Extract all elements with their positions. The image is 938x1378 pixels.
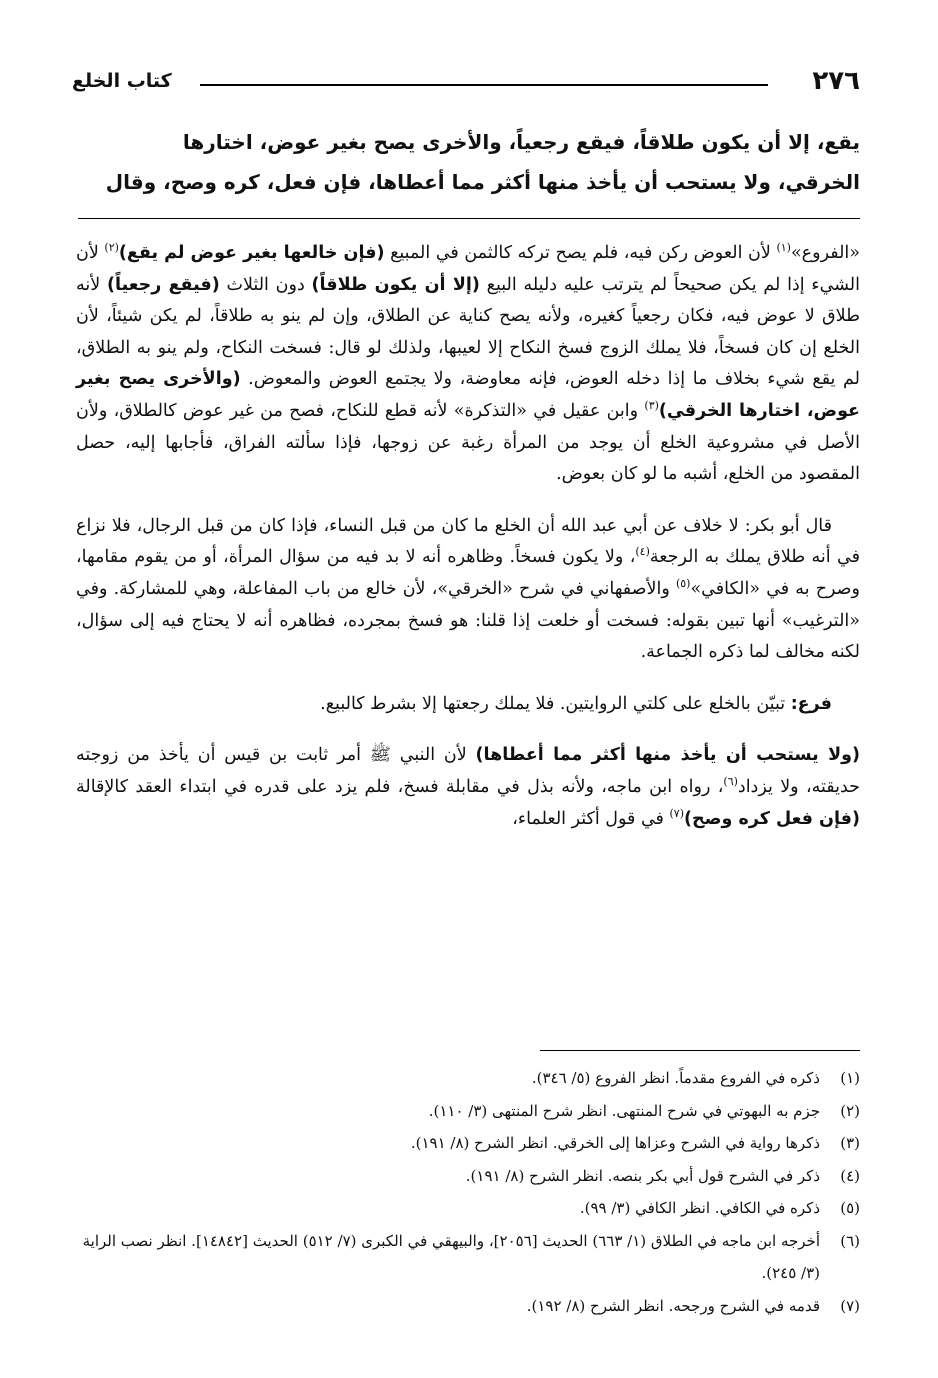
commentary-paragraph — [76, 511, 860, 669]
footnote-ref: (١) — [776, 241, 791, 255]
footnote-text: أخرجه ابن ماجه في الطلاق (١/ ٦٦٣) الحديث [٢٠٥٦]، والبيهقي في الكبرى (٧/ ٥١٢) الحديث [١٤٨٤٢]. انظر نصب الراية (٣/ ٢٤٥). — [82, 1231, 820, 1282]
footnotes — [76, 1062, 860, 1322]
matn-quote: (فإن فعل كره وصح) — [684, 808, 860, 829]
footnote-ref: (٦) — [723, 775, 738, 789]
commentary-text: لأن العوض ركن فيه، فلم يصح تركه كالثمن في المبيع — [384, 243, 777, 263]
footnote-rule — [540, 1050, 860, 1051]
commentary-paragraph — [76, 740, 860, 835]
page-number: ٢٧٦ — [812, 66, 860, 96]
footnote — [76, 1192, 860, 1225]
commentary-text: في قول أكثر العلماء، — [512, 808, 670, 829]
matn-quote: (إلا أن يكون طلاقاً) — [311, 274, 480, 295]
commentary-text: ، ولا يكون فسخاً. وظاهره أنه لا بد فيه من سؤال المرأة، أو من يقوم مقامها، وصرح به في «الكافي» — [76, 547, 860, 599]
footnote — [76, 1160, 860, 1193]
commentary-text: لأن الشيء إذا لم يكن صحيحاً لم يترتب عليه دليله البيع — [76, 243, 860, 295]
footnote-ref: (٥) — [675, 577, 691, 591]
matn-quote: (والأخرى يصح بغير عوض، اختارها الخرقي) — [76, 369, 861, 421]
footnote-number: (٥) — [840, 1199, 860, 1217]
commentary-text: لأنه طلاق لا عوض فيه، فكان رجعياً كغيره، ولأنه يصح كناية عن الطلاق، وإن لم ينو به طلاقاً، لم يكن شيئاً، لأن الخلع إن كان فسخاً، فلا يملك الزوج فسخ النكاح إلا لعيبها، ولذلك لو قال: فسخت النكاح، ولم ينو به الطلاق، لم يقع شيء بخلاف ما إذا دخله العوض، فإنه معاوضة، ولا يجتمع العوض والمعوض. — [76, 274, 860, 390]
page-header — [72, 66, 860, 100]
commentary-text: ، رواه ابن ماجه، ولأنه بذل في مقابلة فسخ، فلم يزد على قدره في ابتداء العقد كالإقالة — [76, 776, 724, 797]
footnote-ref: (٧) — [669, 806, 684, 820]
main-text — [76, 122, 860, 202]
matn-quote: (فإن خالعها بغير عوض لم يقع) — [118, 243, 385, 263]
footnote — [76, 1095, 860, 1128]
matn-quote: (ولا يستحب أن يأخذ منها أكثر مما أعطاها) — [475, 745, 860, 766]
commentary-text: لأن النبي ﷺ أمر ثابت بن قيس أن يأخذ من زوجته حديقته، ولا يزداد — [76, 745, 860, 797]
main-text-rule — [78, 218, 860, 219]
commentary-text: تبيّن بالخلع على كلتي الروايتين. فلا يملك رجعتها إلا بشرط كالبيع. — [320, 693, 791, 714]
footnote — [76, 1225, 860, 1290]
commentary-paragraph — [76, 238, 860, 491]
main-text-line: يقع، إلا أن يكون طلاقاً، فيقع رجعياً، والأخرى يصح بغير عوض، اختارها — [182, 130, 860, 154]
footnote-text: جزم به البهوتي في شرح المنتهى. انظر شرح المنتهى (٣/ ١١٠). — [428, 1101, 820, 1120]
footnote — [76, 1062, 860, 1095]
footnote-number: (٣) — [840, 1134, 860, 1152]
footnote-ref: (٤) — [635, 545, 650, 559]
footnote-number: (١) — [840, 1069, 860, 1087]
footnote-text: ذكره في الفروع مقدماً. انظر الفروع (٥/ ٣٤٦). — [531, 1069, 820, 1087]
footnote-number: (٢) — [840, 1101, 860, 1120]
footnote — [76, 1290, 860, 1323]
header-rule — [200, 84, 768, 86]
commentary-text: دون الثلاث — [219, 274, 312, 295]
footnote-ref: (٢) — [104, 241, 119, 255]
footnote-number: (٧) — [840, 1296, 860, 1315]
commentary — [76, 238, 860, 835]
footnote-text: ذكرها رواية في الشرح وعزاها إلى الخرقي. انظر الشرح (٨/ ١٩١). — [410, 1134, 820, 1152]
footnote-ref: (٣) — [644, 399, 659, 413]
footnote-text: ذكره في الكافي. انظر الكافي (٣/ ٩٩). — [579, 1199, 820, 1217]
footnote-number: (٦) — [840, 1231, 860, 1250]
main-text-line: الخرقي، ولا يستحب أن يأخذ منها أكثر مما أعطاها، فإن فعل، كره وصح، وقال — [105, 170, 860, 194]
chapter-title: كتاب الخلع — [72, 70, 172, 92]
commentary-text: والأصفهاني في شرح «الخرقي»، لأن خالع من باب المفاعلة، وهي للمشاركة. وفي «الترغيب» أنها تبين بقوله: فسخت أو خلعت إذا قلنا: هو فسخ بمجرده، فظاهره أنه لا يحتاج فيه إلى سؤال، لكنه مخالف لما ذكره الجماعة. — [76, 578, 860, 663]
matn-quote: (فيقع رجعياً) — [107, 274, 220, 295]
commentary-text: وابن عقيل في «التذكرة» لأنه قطع للنكاح، فصح من غير عوض كالطلاق، ولأن الأصل في مشروعية الخلع أن يوجد من المرأة رغبة عن زوجها، فإذا سألته الفراق، فأجابها إليه، حصل المقصود من الخلع، أشبه ما لو كان بعوض. — [76, 400, 860, 485]
commentary-paragraph — [76, 689, 860, 721]
commentary-text: قال أبو بكر: لا خلاف عن أبي عبد الله أن الخلع ما كان من قبل النساء، فإذا كان من قبل الرجال، فلا نزاع في أنه طلاق يملك به الرجعة — [76, 515, 860, 568]
footnote — [76, 1127, 860, 1160]
footnote-text: قدمه في الشرح ورجحه. انظر الشرح (٨/ ١٩٢). — [526, 1296, 820, 1315]
footnote-text: ذكر في الشرح قول أبي بكر بنصه. انظر الشرح (٨/ ١٩١). — [465, 1166, 820, 1185]
branch-label: فرع: — [790, 693, 832, 714]
quoted-book: «الفروع» — [790, 243, 860, 263]
footnote-number: (٤) — [840, 1166, 860, 1185]
